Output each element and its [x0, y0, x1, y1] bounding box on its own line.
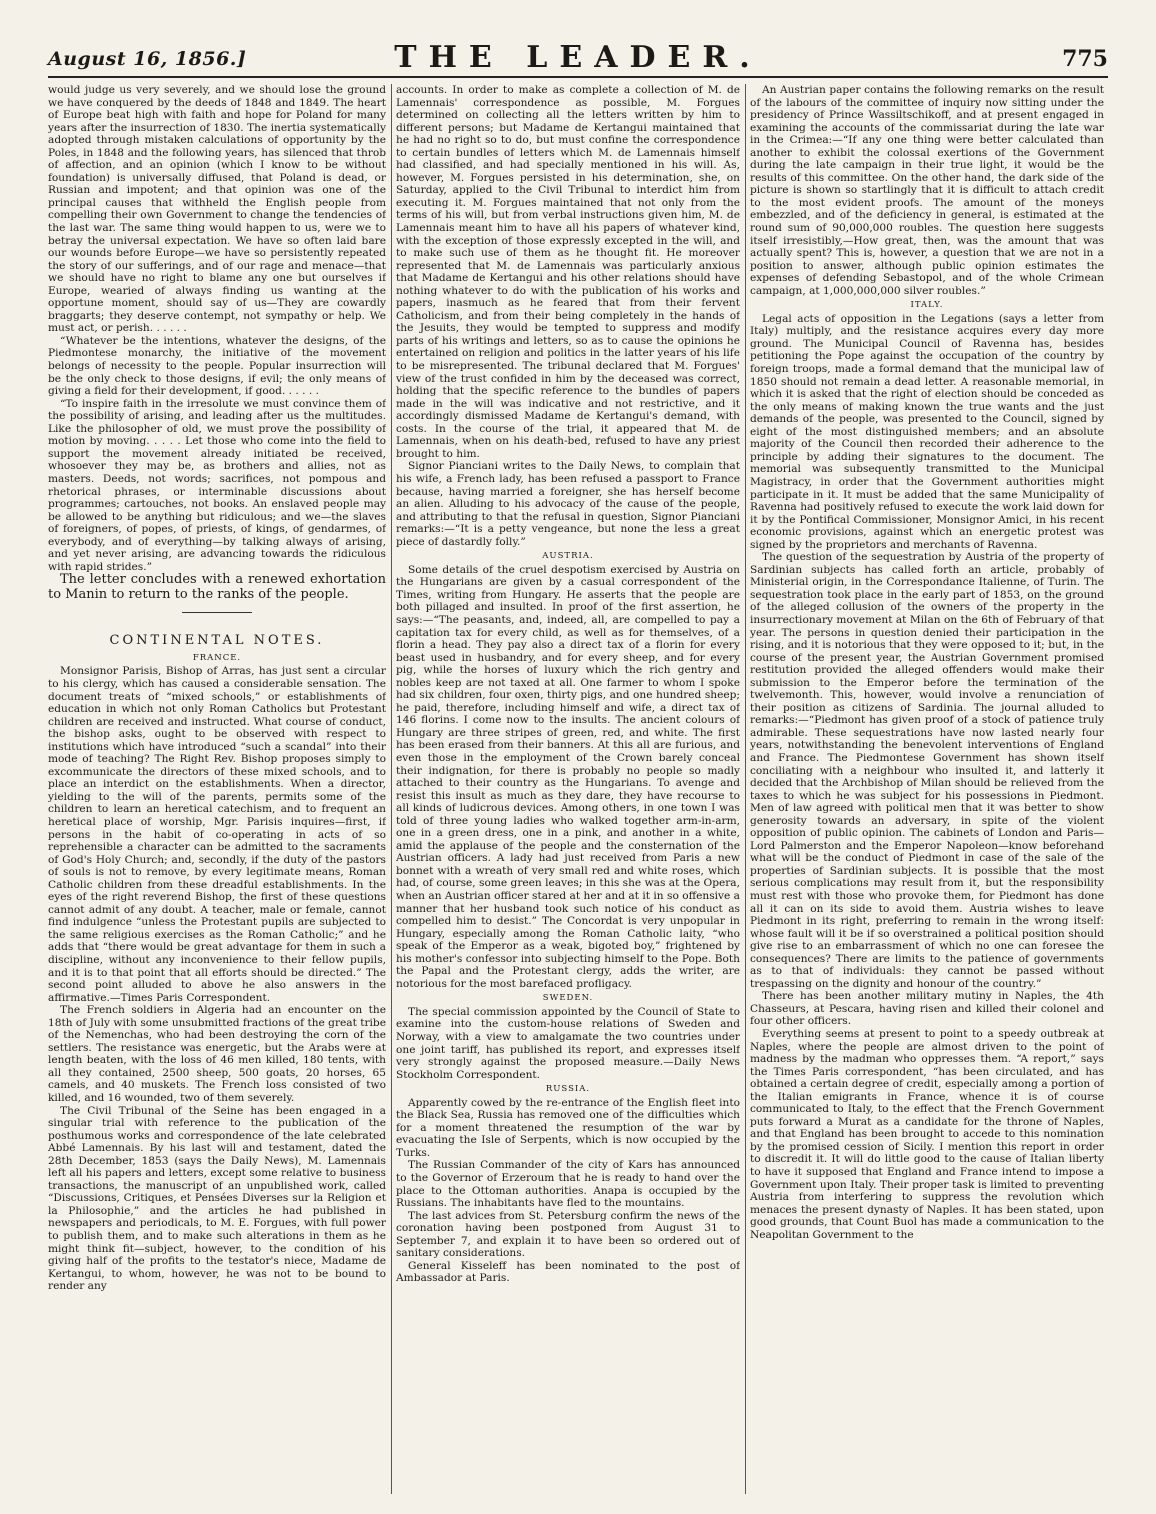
- article-paragraph: Legal acts of opposition in the Legations (says a letter from Italy) multiply, and the resistance acquires every day more ground. The Municipal Council of Ravenna has, besides petitioning the Pope against the occupation of the country by foreign troops, made a formal demand that the municipal law of 1850 should not remain a dead letter. A reasonable memorial, in which it is asked that the right of election should be conceded as the only means of making known the true wants and the just demands of the people, was presented to the Council, signed by eight of the most distinguished members; and an absolute majority of the Council then recorded their adherence to the principle by adding their signatures to the document. The memorial was subsequently transmitted to the Municipal Magistracy, in order that the Government authorities might participate in it. It must be added that the same Municipality of Ravenna had positively refused to execute the work laid down for it by the Pontifical Commissioner, Monsignor Amici, in his recent economic provisions, against which an energetic protest was signed by the proprietors and merchants of Ravenna.: [750, 312, 1104, 551]
- section-divider: [182, 612, 252, 613]
- column-2: [396, 84, 740, 1494]
- article-paragraph: General Kisseleff has been nominated to the post of Ambassador at Paris.: [396, 1259, 740, 1285]
- article-paragraph: An Austrian paper contains the following remarks on the result of the labours of the committee of inquiry now sitting under the presidency of Prince Wassiltschikoff, and at present engaged in examining the accounts of the commissariat during the late war in the Crimea:—“If any one thing were better calculated than another to exhibit the colossal exertions of the Government during the late campaign in their true light, it would be the results of this committee. On the other hand, the dark side of the picture is shown so startlingly that it is difficult to attach credit to the most evident proofs. The amount of the moneys embezzled, and of the deficiency in general, is estimated at the round sum of 90,000,000 roubles. The question here suggests itself irresistibly,—How great, then, was the amount that was actually spent? This is, however, a question that we are not in a position to answer, although public opinion estimates the expenses of defending Sebastopol, and of the whole Crimean campaign, at 1,000,000,000 silver roubles.”: [750, 84, 1104, 297]
- article-paragraph: Monsignor Parisis, Bishop of Arras, has just sent a circular to his clergy, which has caused a considerable sensation. The document treats of “mixed schools,” or establishments of education in which not only Roman Catholics but Protestant children are received and instructed. What course of conduct, the bishop asks, ought to be observed with respect to institutions which have introduced “such a scandal” into their mode of teaching? The Right Rev. Bishop proposes simply to excommunicate the directors of these mixed schools, and to place an interdict on the establishments. When a director, yielding to the will of the parents, permits some of the children to learn an heretical catechism, and to frequent an heretical place of worship, Mgr. Parisis inquires—first, if persons in the habit of co-operating in acts of so reprehensible a character can be admitted to the sacraments of God's Holy Church; and, secondly, if the duty of the pastors of souls is not to remove, by every legitimate means, Roman Catholic children from these dreadful establishments. In the eyes of the right reverend Bishop, the first of these questions cannot admit of any doubt. A teacher, male or female, cannot find indulgence “unless the Protestant pupils are subjected to the same religious exercises as the Roman Catholic;” and he adds that “there would be great advantage for them in such a discipline, without any inconvenience to their fellow pupils, and it is to that point that all efforts should be directed.” The second point alluded to above he also answers in the affirmative.—Times Paris Correspondent.: [48, 665, 386, 1004]
- article-paragraph: The Russian Commander of the city of Kars has announced to the Governor of Erzeroum that he is ready to hand over the place to the Ottoman authorities. Anapa is occupied by the Russians. The inhabitants have fled to the mountains.: [396, 1159, 740, 1210]
- article-paragraph: accounts. In order to make as complete a collection of M. de Lamennais' correspondence as possible, M. Forgues determined on collecting all the letters written by him to different persons; but Madame de Kertangui maintained that he had no right so to do, but must confine the correspondence to certain bundles of letters which M. de Lamennais himself had classified, and had specially mentioned in his will. As, however, M. Forgues persisted in his determination, she, on Saturday, applied to the Civil Tribunal to interdict him from executing it. M. Forgues maintained that not only from the terms of his will, but from verbal instructions given him, M. de Lamennais meant him to have all his papers of whatever kind, with the exception of those expressly excepted in the will, and to make such use of them as he thought fit. He moreover represented that M. de Lamennais was particularly anxious that Madame de Kertangui and his other relations should have nothing whatever to do with the publication of his works and papers, inasmuch as he feared that from their fervent Catholicism, and from their being completely in the hands of the Jesuits, they would be tempted to suppress and modify parts of his writings and letters, so as to cause the opinions he entertained on religion and politics in the latter years of his life to be misrepresented. The tribunal declared that M. Forgues' view of the trust confided in him by the deceased was correct, holding that the specific reference to the bundles of papers made in the will was indicative and not restrictive, and it accordingly dismissed Madame de Kertangui's demand, with costs. In the course of the trial, it appeared that M. de Lamennais, when on his death-bed, refused to have any priest brought to him.: [396, 84, 740, 460]
- article-paragraph: The special commission appointed by the Council of State to examine into the custom-house relations of Sweden and Norway, with a view to amalgamate the two countries under one joint tariff, has published its report, and expresses itself very strongly against the proposed measure.—Daily News Stockholm Correspondent.: [396, 1005, 740, 1081]
- closing-block: [48, 573, 386, 602]
- masthead: [48, 36, 1108, 78]
- article-paragraph: would judge us very severely, and we should lose the ground we have conquered by the deeds of 1848 and 1849. The heart of Europe beat high with faith and hope for Poland for many years after the insurrection of 1830. The inertia systematically adopted through mistaken calculations of opportunity by the Poles, in 1848 and the following years, has silenced that throb of affection, and an opinion (which I know to be without foundation) is universally diffused, that Poland is dead, or Russian and impotent; and that opinion was one of the principal causes that withheld the English people from compelling their own Government to change the tendencies of the last war. The same thing would happen to us, were we to betray the universal expectation. We have so often laid bare our wounds before Europe—we have so persistently repeated the story of our sufferings, and of our rage and menace—that we should have no right to blame any one but ourselves if Europe, wearied of always finding us wanting at the opportune moment, should say of us—They are cowardly braggarts; they deserve contempt, not sympathy or help. We must act, or perish. . . . . .: [48, 84, 386, 335]
- article-paragraph: Signor Pianciani writes to the Daily News, to complain that his wife, a French lady, has been refused a passport to France because, having married a foreigner, she has herself become an alien. Alluding to his advocacy of the cause of the people, and attributing to that the refusal in question, Signor Pianciani remarks:—“It is a petty vengeance, but none the less a great piece of dastardly folly.”: [396, 460, 740, 548]
- article-paragraph: “Whatever be the intentions, whatever the designs, of the Piedmontese monarchy, the initiative of the movement belongs of necessity to the people. Popular insurrection will be the only check to those designs, if evil; the only means of giving a field for their development, if good. . . . . .: [48, 334, 386, 398]
- article-paragraph: There has been another military mutiny in Naples, the 4th Chasseurs, at Pescara, having risen and killed their colonel and four other officers.: [750, 990, 1104, 1028]
- closing-paragraph: The letter concludes with a renewed exhortation to Manin to return to the ranks of the people.: [48, 572, 386, 602]
- article-paragraph: The last advices from St. Petersburg confirm the news of the coronation having been postponed from August 31 to September 7, and explain it to have been so ordered out of sanitary considerations.: [396, 1209, 740, 1260]
- column-3: [750, 84, 1104, 1494]
- article-paragraph: Everything seems at present to point to a speedy outbreak at Naples, where the people are almost driven to the point of madness by the madman who oppresses them. “A report,” says the Times Paris correspondent, “has been circulated, and has obtained a certain degree of credit, especially among a portion of the Italian emigrants in France, whence it is of course communicated to Italy, to the effect that the French Government puts forward a Murat as a candidate for the throne of Naples, and that England has been brought to accede to this nomination by the promised cession of Sicily. I mention this report in order to discredit it. It will do little good to the cause of Italian liberty to have it supposed that England and France intend to impose a Government upon Italy. Their proper task is limited to preventing Austria from interfering to suppress the revolution which menaces the present dynasty of Naples. It has been stated, upon good grounds, that Count Buol has made a communication to the Neapolitan Government to the: [750, 1028, 1104, 1241]
- newspaper-title: THE LEADER.: [394, 40, 762, 75]
- article-paragraph: The Civil Tribunal of the Seine has been engaged in a singular trial with reference to the publication of the posthumous works and correspondence of the late celebrated Abbé Lamennais. By his last will and testament, dated the 28th December, 1853 (says the Daily News), M. Lamennais left all his papers and letters, except some relative to business transactions, the manuscript of an unpublished work, called “Discussions, Critiques, et Pensées Diverses sur la Religion et la Philosophie,” and the articles he had published in newspapers and periodicals, to M. E. Forgues, with full power to publish them, and to make such alterations in them as he might think fit—subject, however, to the condition of his giving half of the profits to the testator's niece, Madame de Kertangui, to whom, however, he was not to be bound to render any: [48, 1104, 386, 1293]
- column-1: [48, 84, 386, 1494]
- subheading-austria: AUSTRIA.: [542, 551, 594, 562]
- column-divider: [391, 84, 392, 1494]
- page-number: 775: [1062, 46, 1108, 72]
- subheading-russia: RUSSIA.: [545, 1084, 591, 1095]
- article-paragraph: Apparently cowed by the re-entrance of the English fleet into the Black Sea, Russia has removed one of the difficulties which for a moment threatened the resumption of the war by evacuating the Isle of Serpents, which is now occupied by the Turks.: [396, 1096, 740, 1159]
- article-paragraph: “To inspire faith in the irresolute we must convince them of the possibility of arising, and leading after us the multitudes. Like the philosopher of old, we must prove the possibility of motion by moving. . . . . Let those who come into the field to support the movement already initiated be received, whosoever they may be, as brothers and allies, not as masters. Deeds, not words; sacrifices, not pompous and rhetorical phrases, or interminable discussions about programmes; cartouches, not books. An enslaved people may be allowed to be anything but ridiculous; and we—the slaves of foreigners, of popes, of priests, of kings, of gendarmes, of everybody, and of everything—by talking always of arising, and yet never arising, are advancing towards the ridiculous with rapid strides.”: [48, 397, 386, 573]
- issue-date: August 16, 1856.]: [48, 48, 247, 70]
- subheading-sweden: SWEDEN.: [542, 993, 594, 1004]
- column-divider: [745, 84, 746, 1494]
- section-title: CONTINENTAL NOTES.: [109, 633, 325, 649]
- article-paragraph: Some details of the cruel despotism exercised by Austria on the Hungarians are given by a casual correspondent of the Times, writing from Hungary. He asserts that the people are both pillaged and insulted. In proof of the first assertion, he says:—“The peasants, and, indeed, all, are compelled to pay a capitation tax for every child, as well as for themselves, of a florin a head. They pay also a direct tax of a florin for every beast used in husbandry, and for every sheep, and for every pig, while the horses of luxury which the rich gentry and nobles keep are not taxed at all. One farmer to whom I spoke had six children, four oxen, thirty pigs, and one hundred sheep; he paid, therefore, including himself and wife, a direct tax of 146 florins. I come now to the insults. The ancient colours of Hungary are three stripes of green, red, and white. The first has been erased from their banners. At this all are furious, and even those in the employment of the Crown barely conceal their indignation, for there is probably no people so madly attached to their country as the Hungarians. To avenge and resist this insult as much as they dare, they have recourse to all kinds of ludicrous devices. Among others, in one town I was told of three young ladies who walked together arm-in-arm, one in a green dress, one in a pink, and another in a white, amid the applause of the people and the consternation of the Austrian officers. A lady had just received from Paris a new bonnet with a wreath of very small red and white roses, which had, of course, some green leaves; in this she was at the Opera, when an Austrian officer stared at her and at it in so offensive a manner that her husband took such notice of his conduct as compelled him to desist.” The Concordat is very unpopular in Hungary, especially among the Roman Catholic laity, “who speak of the Emperor as a weak, bigoted boy,” frightened by his mother's confessor into subjecting himself to the Pope. Both the Papal and the Protestant clergy, adds the writer, are notorious for the most barefaced profligacy.: [396, 563, 740, 990]
- article-paragraph: The French soldiers in Algeria had an encounter on the 18th of July with some unsubmitted fractions of the great tribe of the Nemenchas, who had been destroying the corn of the settlers. The resistance was energetic, but the Arabs were at length beaten, with the loss of 46 men killed, 180 tents, with all they contained, 2500 sheep, 500 goats, 20 horses, 65 camels, and 40 muskets. The French loss consisted of two killed, and 16 wounded, two of them severely.: [48, 1004, 386, 1105]
- article-paragraph: The question of the sequestration by Austria of the property of Sardinian subjects has called forth an article, probably of Ministerial origin, in the Correspondance Italienne, of Turin. The sequestration took place in the early part of 1853, on the ground of the alleged collusion of the owners of the property in the insurrectionary movement at Milan on the 6th of February of that year. The persons in question denied their participation in the rising, and it is notorious that they were opposed to it; but, in the course of the present year, the Austrian Government promised restitution provided the alleged offenders would make their submission to the Emperor before the termination of the twelvemonth. This, however, would involve a renunciation of their position as citizens of Sardinia. The journal alluded to remarks:—“Piedmont has given proof of a stock of patience truly admirable. These sequestrations have now lasted nearly four years, notwithstanding the benevolent interventions of England and France. The Piedmontese Government has shown itself conciliating with a neighbour who insulted it, and latterly it decided that the Archbishop of Milan should be relieved from the taxes to which he was subject for his possessions in Piedmont. Men of law agreed with political men that it was better to show generosity towards an adversary, in spite of the violent opposition of public opinion. The cabinets of London and Paris—Lord Palmerston and the Emperor Napoleon—know beforehand what will be the conduct of Piedmont in case of the sale of the properties of Sardinian subjects. It is possible that the most serious complications may result from it, but the responsibility must rest with those who provoke them, for Piedmont has done all it can on its side to avoid them. Austria wishes to leave Piedmont in its right, preferring to remain in the wrong itself: whose fault will it be if so overstrained a political position should give rise to an embarrassment of which no one can foresee the consequences? There are limits to the patience of governments as to that of individuals: they cannot be passed without trespassing on the dignity and honour of the country.”: [750, 551, 1104, 990]
- subheading-france: FRANCE.: [192, 652, 242, 663]
- subheading-italy: ITALY.: [910, 300, 944, 311]
